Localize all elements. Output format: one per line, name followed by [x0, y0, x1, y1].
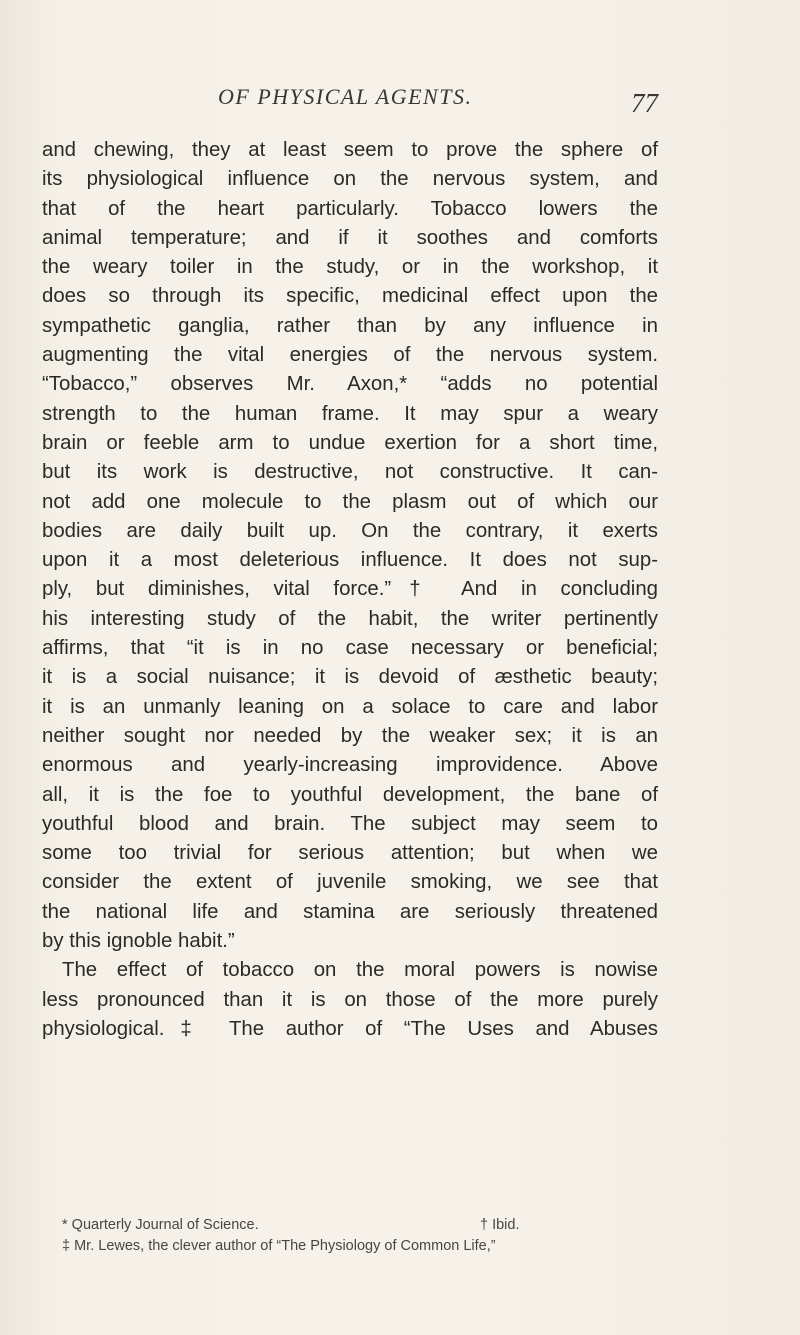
- page-number: 77: [631, 88, 658, 118]
- text-line: upon it a most deleterious influence. It does not sup-: [42, 549, 658, 572]
- text-line: The effect of tobacco on the moral powers is nowise: [62, 959, 658, 982]
- text-line: physiological.‡ The author of “The Uses and Abuses: [42, 1017, 658, 1040]
- text-line: brain or feeble arm to undue exertion for a short time,: [42, 431, 658, 454]
- body-text: [42, 136, 658, 1044]
- text-line: by this ignoble habit.”: [42, 930, 235, 953]
- text-line: but its work is destructive, not constructive. It can-: [42, 461, 658, 484]
- text-line: affirms, that “it is in no case necessary or beneficial;: [42, 637, 658, 660]
- footnote-2: † Ibid.: [480, 1217, 520, 1233]
- text-line: that of the heart particularly. Tobacco lowers the: [42, 197, 658, 220]
- text-line: consider the extent of juvenile smoking, we see that: [42, 871, 658, 894]
- text-line: animal temperature; and if it soothes and comforts: [42, 226, 658, 249]
- footnote-1: * Quarterly Journal of Science.: [62, 1217, 259, 1233]
- text-line: augmenting the vital energies of the nervous system.: [42, 344, 658, 367]
- text-line: his interesting study of the habit, the writer pertinently: [42, 607, 658, 630]
- running-title: OF PHYSICAL AGENTS.: [218, 84, 473, 109]
- footnote-row: [62, 1215, 682, 1236]
- text-line: its physiological influence on the nervous system, and: [42, 168, 658, 191]
- text-line: less pronounced than it is on those of the more purely: [42, 988, 658, 1011]
- text-line: it is a social nuisance; it is devoid of æsthetic beauty;: [42, 666, 658, 689]
- footnote-3: ‡ Mr. Lewes, the clever author of “The Physiology of Common Life,”: [62, 1238, 496, 1254]
- text-line: and chewing, they at least seem to prove the sphere of: [42, 139, 658, 161]
- text-line: it is an unmanly leaning on a solace to care and labor: [42, 695, 658, 718]
- text-line: ply, but diminishes, vital force.”† And in concluding: [42, 578, 658, 601]
- text-line: “Tobacco,” observes Mr. Axon,* “adds no potential: [42, 373, 658, 396]
- text-line: sympathetic ganglia, rather than by any influence in: [42, 314, 658, 337]
- text-line: not add one molecule to the plasm out of which our: [42, 490, 658, 513]
- text-line: youthful blood and brain. The subject may seem to: [42, 812, 658, 835]
- text-line: bodies are daily built up. On the contrary, it exerts: [42, 519, 658, 542]
- text-line: all, it is the foe to youthful development, the bane of: [42, 783, 658, 806]
- text-line: the national life and stamina are seriously threatened: [42, 900, 658, 923]
- text-line: some too trivial for serious attention; but when we: [42, 842, 658, 865]
- text-line: the weary toiler in the study, or in the workshop, it: [42, 256, 658, 279]
- text-line: neither sought nor needed by the weaker sex; it is an: [42, 724, 658, 747]
- text-line: does so through its specific, medicinal effect upon the: [42, 285, 658, 308]
- text-line: enormous and yearly-increasing improvidence. Above: [42, 754, 658, 777]
- footnotes: [62, 1215, 682, 1257]
- text-line: strength to the human frame. It may spur a weary: [42, 402, 658, 425]
- running-head: [0, 84, 800, 118]
